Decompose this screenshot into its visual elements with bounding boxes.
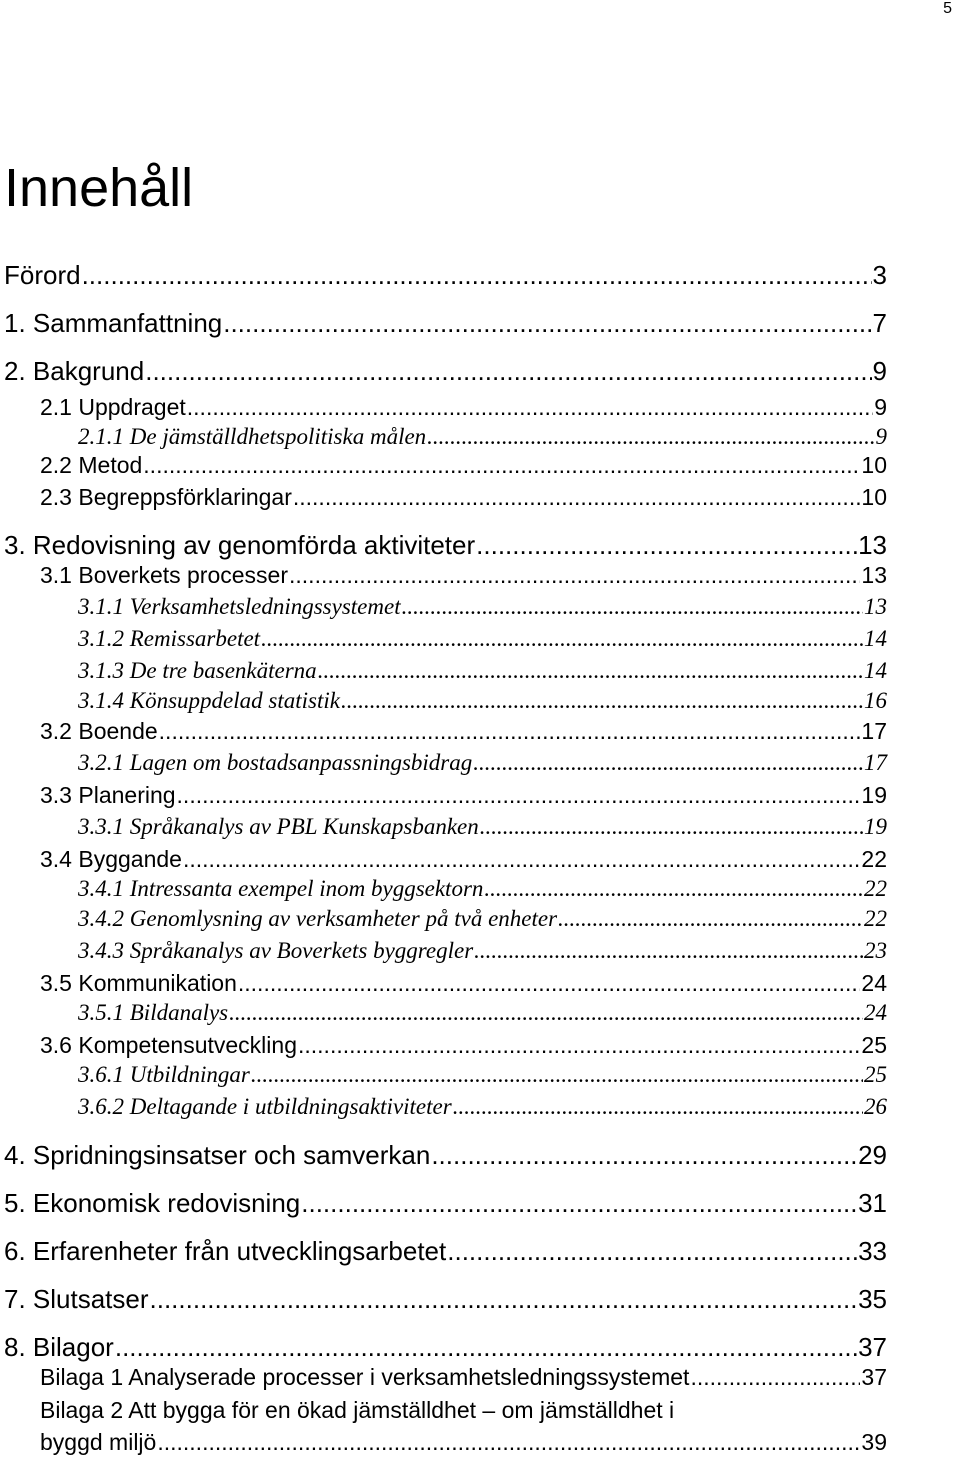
toc-leader-dots xyxy=(480,814,863,840)
toc-entry-page: 33 xyxy=(858,1236,887,1266)
toc-entry-label: 3.4.3 Språkanalys av Boverkets byggregler xyxy=(78,938,474,963)
toc-entry-label: 6. Erfarenheter från utvecklingsarbetet xyxy=(4,1236,447,1266)
toc-leader-dots xyxy=(115,1332,857,1363)
page-number: 5 xyxy=(943,0,952,17)
toc-entry[interactable] xyxy=(4,1140,887,1171)
toc-entry-page: 9 xyxy=(872,356,887,386)
toc-entry[interactable] xyxy=(78,688,887,714)
toc-entry[interactable] xyxy=(78,626,887,652)
toc-entry-label: 3.4.2 Genomlysning av verksamheter på två enheter xyxy=(78,906,558,931)
toc-entry[interactable] xyxy=(40,452,887,479)
toc-entry[interactable] xyxy=(4,530,887,561)
toc-entry-label: 3.5 Kommunikation xyxy=(40,970,237,996)
toc-entry-label: 2.1.1 De jämställdhetspolitiska målen xyxy=(78,424,427,449)
toc-leader-dots xyxy=(476,530,857,561)
toc-entry-page: 17 xyxy=(864,750,887,775)
toc-entry-label: 3.1.1 Verksamhetsledningssystemet xyxy=(78,594,401,619)
toc-leader-dots xyxy=(82,260,872,291)
toc-entry[interactable] xyxy=(78,594,887,620)
toc-entry[interactable] xyxy=(78,424,887,450)
toc-entry-label: 3.6.2 Deltagande i utbildningsaktiviteter xyxy=(78,1094,452,1119)
toc-entry-page: 19 xyxy=(864,814,887,839)
page-title: Innehåll xyxy=(4,158,194,218)
toc-entry-label: 3.5.1 Bildanalys xyxy=(78,1000,229,1025)
toc-leader-dots xyxy=(238,970,861,997)
toc-entry-page: 37 xyxy=(858,1332,887,1362)
toc-leader-dots xyxy=(427,424,874,450)
toc-entry-label: 3.1.2 Remissarbetet xyxy=(78,626,261,651)
toc-entry[interactable] xyxy=(40,562,887,589)
toc-entry-label: 1. Sammanfattning xyxy=(4,308,223,338)
toc-leader-dots xyxy=(558,906,863,932)
toc-entry-label: 2.2 Metod xyxy=(40,452,143,478)
toc-entry-page: 13 xyxy=(864,594,887,619)
toc-entry-label: 7. Slutsatser xyxy=(4,1284,149,1314)
toc-entry-page: 16 xyxy=(864,688,887,713)
toc-leader-dots xyxy=(261,626,863,652)
toc-entry[interactable] xyxy=(4,1188,887,1219)
toc-entry[interactable] xyxy=(78,750,887,776)
toc-entry-label: 3.1.3 De tre basenkäterna xyxy=(78,658,317,683)
toc-entry-page: 14 xyxy=(864,626,887,651)
toc-entry-page: 39 xyxy=(861,1429,887,1455)
toc-leader-dots xyxy=(431,1140,857,1171)
toc-entry-page: 3 xyxy=(872,260,887,290)
toc-leader-dots xyxy=(223,308,871,339)
toc-entry-page: 22 xyxy=(864,906,887,931)
toc-leader-dots xyxy=(318,658,863,684)
toc-entry-label: 3.3 Planering xyxy=(40,782,176,808)
toc-entry-page: 13 xyxy=(861,562,887,588)
toc-leader-dots xyxy=(183,846,860,873)
toc-entry-label: 2.3 Begreppsförklaringar xyxy=(40,484,292,510)
toc-entry[interactable] xyxy=(40,1364,887,1391)
toc-entry-bilaga2-line1[interactable]: Bilaga 2 Att bygga för en ökad jämställdhet – om jämställdhet i xyxy=(40,1397,675,1423)
toc-entry-page: 9 xyxy=(875,424,887,449)
toc-entry-page: 13 xyxy=(858,530,887,560)
toc-leader-dots xyxy=(289,562,860,589)
toc-entry-page: 10 xyxy=(861,452,887,478)
toc-entry-page: 31 xyxy=(858,1188,887,1218)
toc-entry-label: byggd miljö xyxy=(40,1429,157,1455)
toc-leader-dots xyxy=(484,876,863,902)
toc-entry-page: 9 xyxy=(874,394,887,420)
toc-leader-dots xyxy=(145,356,871,387)
toc-leader-dots xyxy=(150,1284,858,1315)
toc-entry-label: 2.1 Uppdraget xyxy=(40,394,186,420)
toc-leader-dots xyxy=(474,938,863,964)
toc-leader-dots xyxy=(251,1062,863,1088)
toc-entry[interactable] xyxy=(78,658,887,684)
toc-entry-label: 3.4.1 Intressanta exempel inom byggsektorn xyxy=(78,876,484,901)
toc-leader-dots xyxy=(453,1094,863,1120)
toc-entry-page: 26 xyxy=(864,1094,887,1119)
toc-entry[interactable] xyxy=(78,876,887,902)
toc-entry[interactable] xyxy=(78,1062,887,1088)
toc-entry-label: Förord xyxy=(4,260,81,290)
toc-entry-page: 23 xyxy=(864,938,887,963)
toc-entry[interactable] xyxy=(40,970,887,997)
toc-leader-dots xyxy=(402,594,863,620)
toc-entry[interactable] xyxy=(78,1000,887,1026)
toc-entry[interactable] xyxy=(40,846,887,873)
toc-leader-dots xyxy=(690,1364,860,1391)
toc-leader-dots xyxy=(177,782,861,809)
toc-entry[interactable] xyxy=(4,260,887,291)
toc-entry-label: 3.3.1 Språkanalys av PBL Kunskapsbanken xyxy=(78,814,479,839)
toc-entry[interactable] xyxy=(40,718,887,745)
toc-entry[interactable] xyxy=(4,1236,887,1267)
toc-entry-page: 35 xyxy=(858,1284,887,1314)
toc-leader-dots xyxy=(473,750,863,776)
toc-entry-label: 3.1 Boverkets processer xyxy=(40,562,289,588)
toc-leader-dots xyxy=(229,1000,863,1026)
toc-entry[interactable] xyxy=(78,938,887,964)
toc-entry-label: 3.4 Byggande xyxy=(40,846,182,872)
toc-entry-page: 25 xyxy=(864,1062,887,1087)
toc-entry-page: 7 xyxy=(872,308,887,338)
toc-entry-label: 3.6.1 Utbildningar xyxy=(78,1062,250,1087)
toc-entry-label: 2. Bakgrund xyxy=(4,356,145,386)
toc-leader-dots xyxy=(187,394,873,421)
toc-entry-page: 17 xyxy=(861,718,887,744)
toc-entry-label: 3.2 Boende xyxy=(40,718,158,744)
toc-entry-page: 19 xyxy=(861,782,887,808)
toc-entry-label: 3.2.1 Lagen om bostadsanpassningsbidrag xyxy=(78,750,473,775)
toc-entry[interactable] xyxy=(78,1094,887,1120)
toc-entry[interactable] xyxy=(40,484,887,511)
toc-entry[interactable] xyxy=(78,814,887,840)
toc-entry-label: Bilaga 1 Analyserade processer i verksamhetsledningssystemet xyxy=(40,1364,690,1390)
toc-leader-dots xyxy=(157,1429,860,1456)
toc-entry[interactable] xyxy=(78,906,887,932)
toc-entry-page: 24 xyxy=(861,970,887,996)
toc-entry[interactable] xyxy=(4,308,887,339)
toc-entry-bilaga2-line2[interactable] xyxy=(40,1429,887,1456)
toc-entry-page: 25 xyxy=(861,1032,887,1058)
toc-entry-label: 3. Redovisning av genomförda aktiviteter xyxy=(4,530,476,560)
toc-entry-page: 37 xyxy=(861,1364,887,1390)
toc-entry-page: 24 xyxy=(864,1000,887,1025)
toc-leader-dots xyxy=(298,1032,860,1059)
toc-entry[interactable] xyxy=(40,782,887,809)
toc-leader-dots xyxy=(447,1236,857,1267)
toc-entry-label: 3.6 Kompetensutveckling xyxy=(40,1032,297,1058)
toc-entry[interactable] xyxy=(40,394,887,421)
toc-leader-dots xyxy=(143,452,860,479)
toc-entry-label: 4. Spridningsinsatser och samverkan xyxy=(4,1140,431,1170)
toc-entry-label: 3.1.4 Könsuppdelad statistik xyxy=(78,688,340,713)
toc-leader-dots xyxy=(301,1188,857,1219)
toc-entry[interactable] xyxy=(4,1332,887,1363)
toc-entry-page: 14 xyxy=(864,658,887,683)
toc-leader-dots xyxy=(159,718,861,745)
toc-entry-page: 29 xyxy=(858,1140,887,1170)
toc-entry-label: 5. Ekonomisk redovisning xyxy=(4,1188,301,1218)
toc-entry-label: 8. Bilagor xyxy=(4,1332,114,1362)
toc-entry[interactable] xyxy=(4,1284,887,1315)
toc-entry-page: 22 xyxy=(864,876,887,901)
toc-entry[interactable] xyxy=(40,1032,887,1059)
toc-leader-dots xyxy=(341,688,863,714)
toc-entry[interactable] xyxy=(4,356,887,387)
toc-entry-page: 22 xyxy=(861,846,887,872)
toc-entry-page: 10 xyxy=(861,484,887,510)
toc-leader-dots xyxy=(293,484,861,511)
